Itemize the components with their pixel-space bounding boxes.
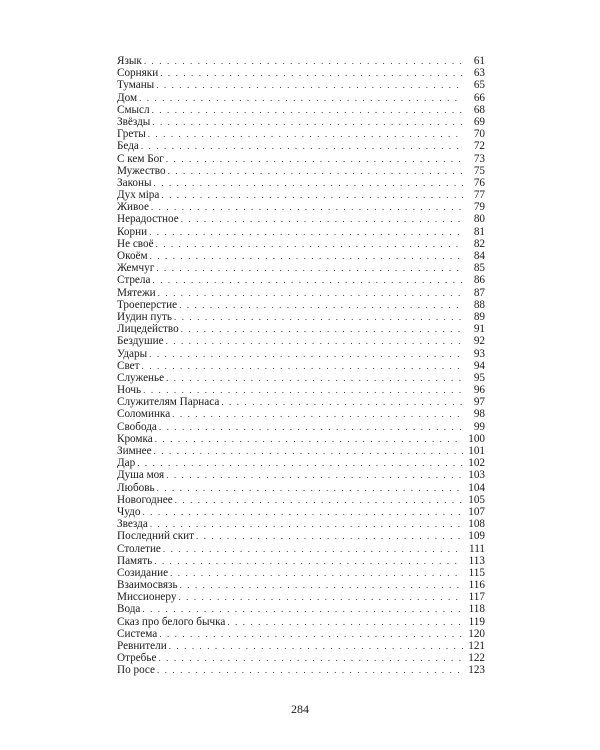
toc-entry (117, 92, 485, 104)
toc-entry-title: Служенье (117, 371, 165, 384)
toc-entry-page: 85 (473, 262, 485, 275)
toc-entry-title: Дух міра (117, 189, 160, 202)
toc-entry-page: 65 (473, 79, 485, 92)
toc-entry-title: Стрела (117, 274, 151, 287)
toc-entry (117, 287, 485, 299)
toc-entry-title: Мятежи (117, 286, 156, 299)
toc-entry (117, 616, 485, 628)
toc-leader-dots (157, 482, 463, 494)
toc-entry-title: Беда (117, 140, 139, 153)
toc-entry (117, 67, 485, 79)
toc-leader-dots (150, 250, 463, 262)
toc-entry-page: 102 (468, 457, 485, 470)
toc-entry (117, 104, 485, 116)
toc-leader-dots (166, 469, 463, 481)
toc-entry (117, 262, 485, 274)
toc-entry-title: Кромка (117, 432, 153, 445)
toc-leader-dots (174, 311, 463, 323)
toc-entry-title: Законы (117, 176, 152, 189)
toc-leader-dots (170, 567, 463, 579)
toc-entry-page: 100 (468, 432, 485, 445)
toc-leader-dots (159, 421, 463, 433)
toc-entry-title: Живое (117, 201, 149, 214)
toc-entry-page: 80 (473, 213, 485, 226)
toc-entry (117, 177, 485, 189)
toc-entry-page: 111 (469, 542, 485, 555)
toc-leader-dots (151, 201, 463, 213)
toc-entry-title: Жемчуг (117, 262, 155, 275)
toc-entry (117, 591, 485, 603)
toc-leader-dots (166, 372, 463, 384)
toc-entry-title: Служителям Парнаса (117, 396, 220, 409)
toc-entry (117, 396, 485, 408)
toc-entry-title: Бездушие (117, 335, 164, 348)
toc-entry-page: 104 (468, 481, 485, 494)
toc-entry-title: Свобода (117, 420, 157, 433)
toc-entry-title: Последний скит (117, 530, 195, 543)
toc-entry (117, 457, 485, 469)
toc-entry-page: 118 (468, 603, 485, 616)
toc-leader-dots (156, 262, 463, 274)
toc-entry (117, 250, 485, 262)
toc-entry-page: 77 (473, 189, 485, 202)
toc-entry-title: Система (117, 627, 158, 640)
toc-entry-page: 107 (468, 505, 485, 518)
toc-leader-dots (142, 360, 463, 372)
toc-entry (117, 579, 485, 591)
toc-leader-dots (139, 92, 463, 104)
toc-entry (117, 238, 485, 250)
toc-entry-title: Не своё (117, 237, 154, 250)
toc-entry (117, 433, 485, 445)
toc-leader-dots (161, 189, 463, 201)
toc-entry-title: Греты (117, 128, 146, 141)
toc-entry (117, 567, 485, 579)
toc-entry (117, 530, 485, 542)
toc-entry (117, 201, 485, 213)
toc-entry-page: 95 (473, 371, 485, 384)
toc-entry (117, 274, 485, 286)
toc-entry (117, 664, 485, 676)
toc-leader-dots (142, 603, 463, 615)
toc-entry-title: Дар (117, 457, 136, 470)
toc-entry-page: 122 (468, 652, 485, 665)
toc-entry-title: По росе (117, 664, 156, 677)
toc-leader-dots (221, 396, 463, 408)
toc-entry (117, 226, 485, 238)
toc-entry-title: Иудин путь (117, 310, 173, 323)
toc-leader-dots (166, 335, 463, 347)
toc-entry-page: 70 (473, 128, 485, 141)
toc-entry-page: 117 (468, 591, 485, 604)
toc-entry (117, 421, 485, 433)
toc-entry-page: 75 (473, 164, 485, 177)
toc-entry-title: Любовь (117, 481, 155, 494)
toc-entry-title: Созидание (117, 566, 169, 579)
toc-entry-title: Новогоднее (117, 493, 173, 506)
toc-entry-title: Туманы (117, 79, 155, 92)
toc-leader-dots (181, 213, 463, 225)
toc-entry-page: 94 (473, 359, 485, 372)
toc-leader-dots (158, 652, 463, 664)
toc-entry-page: 105 (468, 493, 485, 506)
toc-entry (117, 128, 485, 140)
toc-entry-page: 121 (468, 640, 485, 652)
toc-leader-dots (149, 348, 463, 360)
toc-entry-page: 82 (473, 237, 485, 250)
toc-entry-title: Окоём (117, 250, 148, 262)
toc-entry-title: Ревнители (117, 640, 167, 652)
toc-leader-dots (169, 640, 463, 652)
toc-entry-title: Звёзды (117, 115, 151, 128)
toc-leader-dots (154, 177, 463, 189)
toc-entry (117, 603, 485, 615)
toc-leader-dots (157, 664, 463, 676)
toc-entry (117, 299, 485, 311)
toc-entry (117, 640, 485, 652)
toc-entry-page: 79 (473, 201, 485, 214)
toc-entry-title: Язык (117, 55, 142, 67)
toc-entry-page: 92 (473, 335, 485, 348)
toc-entry (117, 311, 485, 323)
toc-entry-page: 96 (473, 384, 485, 397)
toc-entry (117, 628, 485, 640)
toc-entry (117, 360, 485, 372)
toc-entry-title: Ночь (117, 384, 142, 397)
toc-entry-title: Корни (117, 225, 148, 238)
toc-leader-dots (154, 555, 463, 567)
toc-leader-dots (227, 616, 463, 628)
toc-leader-dots (163, 543, 463, 555)
toc-entry-title: Зимнее (117, 445, 152, 457)
toc-entry-title: Свет (117, 359, 140, 372)
toc-entry-page: 76 (473, 176, 485, 189)
toc-entry (117, 55, 485, 67)
toc-leader-dots (166, 153, 463, 165)
toc-entry (117, 384, 485, 396)
toc-entry-title: Душа моя (117, 469, 165, 482)
toc-entry (117, 445, 485, 457)
toc-leader-dots (178, 591, 463, 603)
toc-entry-title: Миссионеру (117, 591, 177, 604)
toc-leader-dots (156, 79, 463, 91)
toc-entry-title: Вода (117, 603, 141, 616)
toc-entry-page: 88 (473, 298, 485, 311)
toc-leader-dots (158, 287, 463, 299)
toc-leader-dots (152, 116, 463, 128)
table-of-contents (117, 55, 485, 677)
toc-entry (117, 494, 485, 506)
toc-leader-dots (172, 408, 463, 420)
toc-entry-title: Троеперстие (117, 298, 178, 311)
toc-leader-dots (155, 433, 463, 445)
toc-entry-page: 103 (468, 469, 485, 482)
toc-leader-dots (154, 445, 463, 457)
toc-entry (117, 652, 485, 664)
toc-entry-title: Столетие (117, 542, 161, 555)
toc-entry-title: Нерадостное (117, 213, 179, 226)
toc-entry-title: Лицедейство (117, 323, 179, 336)
toc-entry-title: Взаимосвязь (117, 579, 178, 592)
toc-leader-dots (152, 104, 463, 116)
toc-entry-page: 81 (473, 225, 485, 238)
toc-entry (117, 555, 485, 567)
toc-entry-title: Сорняки (117, 67, 159, 80)
toc-leader-dots (175, 494, 463, 506)
toc-entry (117, 213, 485, 225)
toc-entry-title: Отребье (117, 652, 157, 665)
toc-entry (117, 469, 485, 481)
toc-entry-page: 68 (473, 103, 485, 116)
toc-entry-page: 113 (468, 554, 485, 567)
toc-entry-page: 61 (473, 55, 485, 67)
toc-entry (117, 372, 485, 384)
toc-entry-page: 93 (473, 347, 485, 360)
toc-entry-title: Соломинка (117, 408, 171, 421)
toc-entry-title: С кем Бог (117, 152, 164, 165)
toc-entry (117, 323, 485, 335)
toc-entry-title: Чудо (117, 505, 141, 518)
toc-entry-page: 99 (473, 420, 485, 433)
toc-leader-dots (152, 274, 463, 286)
toc-leader-dots (144, 55, 463, 67)
toc-leader-dots (141, 140, 463, 152)
toc-entry (117, 165, 485, 177)
toc-entry-page: 120 (468, 627, 485, 640)
toc-entry-page: 87 (473, 286, 485, 299)
toc-leader-dots (142, 506, 463, 518)
toc-entry-page: 86 (473, 274, 485, 287)
toc-leader-dots (149, 226, 463, 238)
toc-leader-dots (156, 238, 463, 250)
toc-entry-page: 63 (473, 67, 485, 80)
toc-leader-dots (160, 67, 463, 79)
toc-entry-page: 108 (468, 518, 485, 531)
toc-entry (117, 482, 485, 494)
toc-entry-title: Смысл (117, 103, 150, 116)
toc-entry (117, 335, 485, 347)
toc-entry (117, 408, 485, 420)
toc-entry-title: Дом (117, 91, 138, 104)
toc-entry (117, 543, 485, 555)
toc-leader-dots (150, 518, 463, 530)
toc-leader-dots (196, 530, 463, 542)
toc-leader-dots (179, 299, 463, 311)
toc-leader-dots (180, 579, 463, 591)
toc-entry-page: 89 (473, 310, 485, 323)
toc-entry (117, 79, 485, 91)
toc-leader-dots (168, 165, 463, 177)
toc-entry-title: Память (117, 554, 153, 567)
toc-leader-dots (148, 128, 463, 140)
toc-entry-page: 73 (473, 152, 485, 165)
toc-entry-page: 98 (473, 408, 485, 421)
toc-entry (117, 348, 485, 360)
toc-entry-title: Звезда (117, 518, 148, 531)
toc-entry-page: 91 (473, 323, 485, 336)
toc-entry-page: 116 (468, 579, 485, 592)
toc-entry-page: 119 (468, 615, 485, 628)
toc-entry-page: 69 (473, 115, 485, 128)
toc-entry-page: 84 (473, 250, 485, 262)
toc-entry-page: 101 (468, 445, 485, 457)
toc-entry-title: Мужество (117, 164, 166, 177)
toc-entry-page: 66 (473, 91, 485, 104)
toc-leader-dots (159, 628, 463, 640)
toc-entry-page: 97 (473, 396, 485, 409)
toc-entry (117, 518, 485, 530)
toc-entry (117, 140, 485, 152)
toc-leader-dots (137, 457, 463, 469)
toc-entry-page: 123 (468, 664, 485, 677)
toc-entry (117, 153, 485, 165)
toc-entry-page: 109 (468, 530, 485, 543)
toc-entry (117, 189, 485, 201)
toc-leader-dots (181, 323, 463, 335)
toc-entry (117, 506, 485, 518)
toc-entry-page: 115 (468, 566, 485, 579)
toc-entry-title: Удары (117, 347, 148, 360)
page-number: 284 (291, 702, 309, 716)
toc-entry-page: 72 (473, 140, 485, 153)
toc-entry-title: Сказ про белого бычка (117, 615, 226, 628)
toc-leader-dots (143, 384, 463, 396)
toc-entry (117, 116, 485, 128)
